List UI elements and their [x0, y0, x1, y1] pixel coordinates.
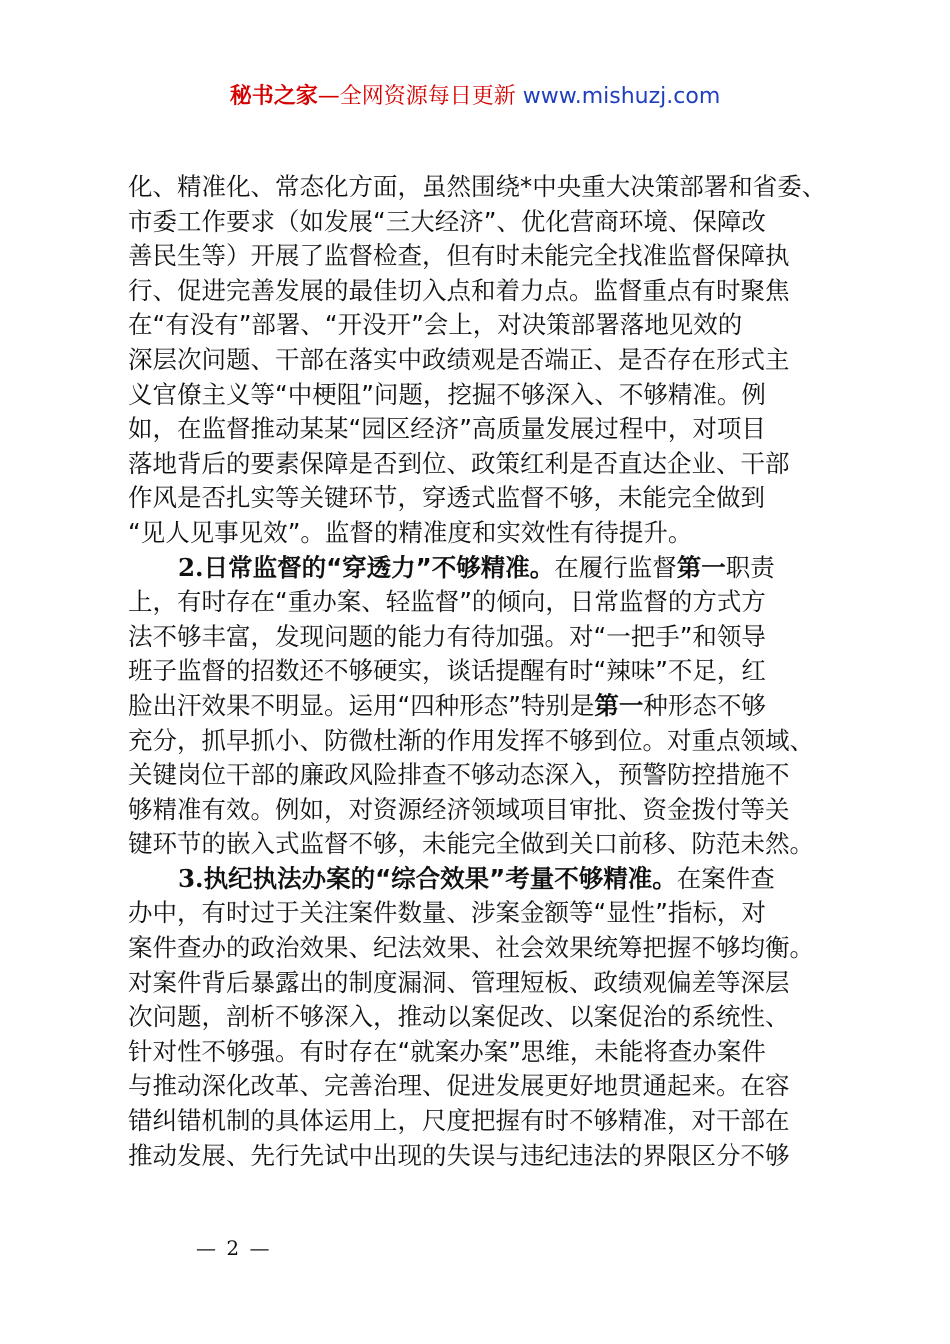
section-2-heading: 日常监督的“穿透力”不够精准。 [203, 552, 555, 582]
section-3-heading: 执纪执法办案的“综合效果”考量不够精准。 [203, 863, 677, 893]
section-3-number: 3. [178, 863, 204, 893]
text-span: 在履行监督 [554, 552, 677, 582]
text-line: 落地背后的要素保障是否到位、政策红利是否直达企业、干部 [128, 448, 790, 478]
text-line: 行、促进完善发展的最佳切入点和着力点。监督重点有时聚焦 [128, 275, 790, 305]
text-line: 够精准有效。例如，对资源经济领域项目审批、资金拨付等关 [128, 794, 790, 824]
text-line: 办中，有时过于关注案件数量、涉案金额等“显性”指标，对 [128, 898, 766, 928]
text-line: 与推动深化改革、完善治理、促进发展更好地贯通起来。在容 [128, 1071, 790, 1101]
text-line: 如，在监督推动某某“园区经济”高质量发展过程中，对项目 [128, 414, 766, 444]
text-line: 对案件背后暴露出的制度漏洞、管理短板、政绩观偏差等深层 [128, 967, 790, 997]
text-line: 错纠错机制的具体运用上，尺度把握有时不够精准，对干部在 [128, 1106, 790, 1136]
bold-term: 第一 [594, 690, 644, 720]
text-line: 次问题，剖析不够深入，推动以案促改、以案促治的系统性、 [128, 1002, 790, 1032]
text-line: 针对性不够强。有时存在“就案办案”思维，未能将查办案件 [128, 1036, 766, 1066]
text-line: 善民生等）开展了监督检查，但有时未能完全找准监督保障执 [128, 241, 790, 271]
text-line: 在“有没有”部署、“开没开”会上，对决策部署落地见效的 [128, 310, 743, 340]
text-line: 化、精准化、常态化方面，虽然围绕*中央重大决策部署和省委、 [128, 172, 827, 201]
text-span: 脸出汗效果不明显。运用“四种形态”特别是 [128, 690, 595, 720]
text-span: 职责 [725, 552, 775, 582]
section-2-heading-line [128, 551, 848, 586]
text-line: 市委工作要求（如发展“三大经济”、优化营商环境、保障改 [128, 206, 766, 236]
text-line: 关键岗位干部的廉政风险排查不够动态深入，预警防控措施不 [128, 760, 790, 790]
text-line: “见人见事见效”。监督的精准度和实效性有待提升。 [128, 517, 693, 547]
text-span: 种形态不够 [643, 690, 766, 720]
page-number: — 2 — [196, 1236, 272, 1260]
document-body [128, 170, 848, 1173]
section-2-number: 2. [178, 552, 204, 582]
text-span: 在案件查 [676, 863, 775, 893]
text-line: 作风是否扎实等关键环节，穿透式监督不够，未能完全做到 [128, 483, 765, 513]
header-tagline: —全网资源每日更新 [317, 84, 523, 109]
text-line: 充分，抓早抓小、防微杜渐的作用发挥不够到位。对重点领域、 [128, 725, 814, 755]
text-line [128, 689, 848, 724]
text-line: 法不够丰富，发现问题的能力有待加强。对“一把手”和领导 [128, 621, 766, 651]
text-line: 班子监督的招数还不够硬实，谈话提醒有时“辣味”不足，红 [128, 656, 766, 686]
section-3-heading-line [128, 862, 848, 897]
text-line: 推动发展、先行先试中出现的失误与违纪违法的界限区分不够 [128, 1140, 790, 1170]
text-line: 键环节的嵌入式监督不够，未能完全做到关口前移、防范未然。 [128, 829, 814, 859]
brand-name: 秘书之家 [229, 84, 318, 109]
text-line: 上，有时存在“重办案、轻监督”的倾向，日常监督的方式方 [128, 587, 766, 617]
header-url[interactable]: www.mishuzj.com [522, 84, 721, 109]
bold-term: 第一 [676, 552, 726, 582]
text-line: 义官僚主义等“中梗阻”问题，挖掘不够深入、不够精准。例 [128, 379, 766, 409]
text-line: 深层次问题、干部在落实中政绩观是否端正、是否存在形式主 [128, 344, 790, 374]
text-line: 案件查办的政治效果、纪法效果、社会效果统筹把握不够均衡。 [128, 933, 814, 963]
site-header [0, 80, 950, 114]
